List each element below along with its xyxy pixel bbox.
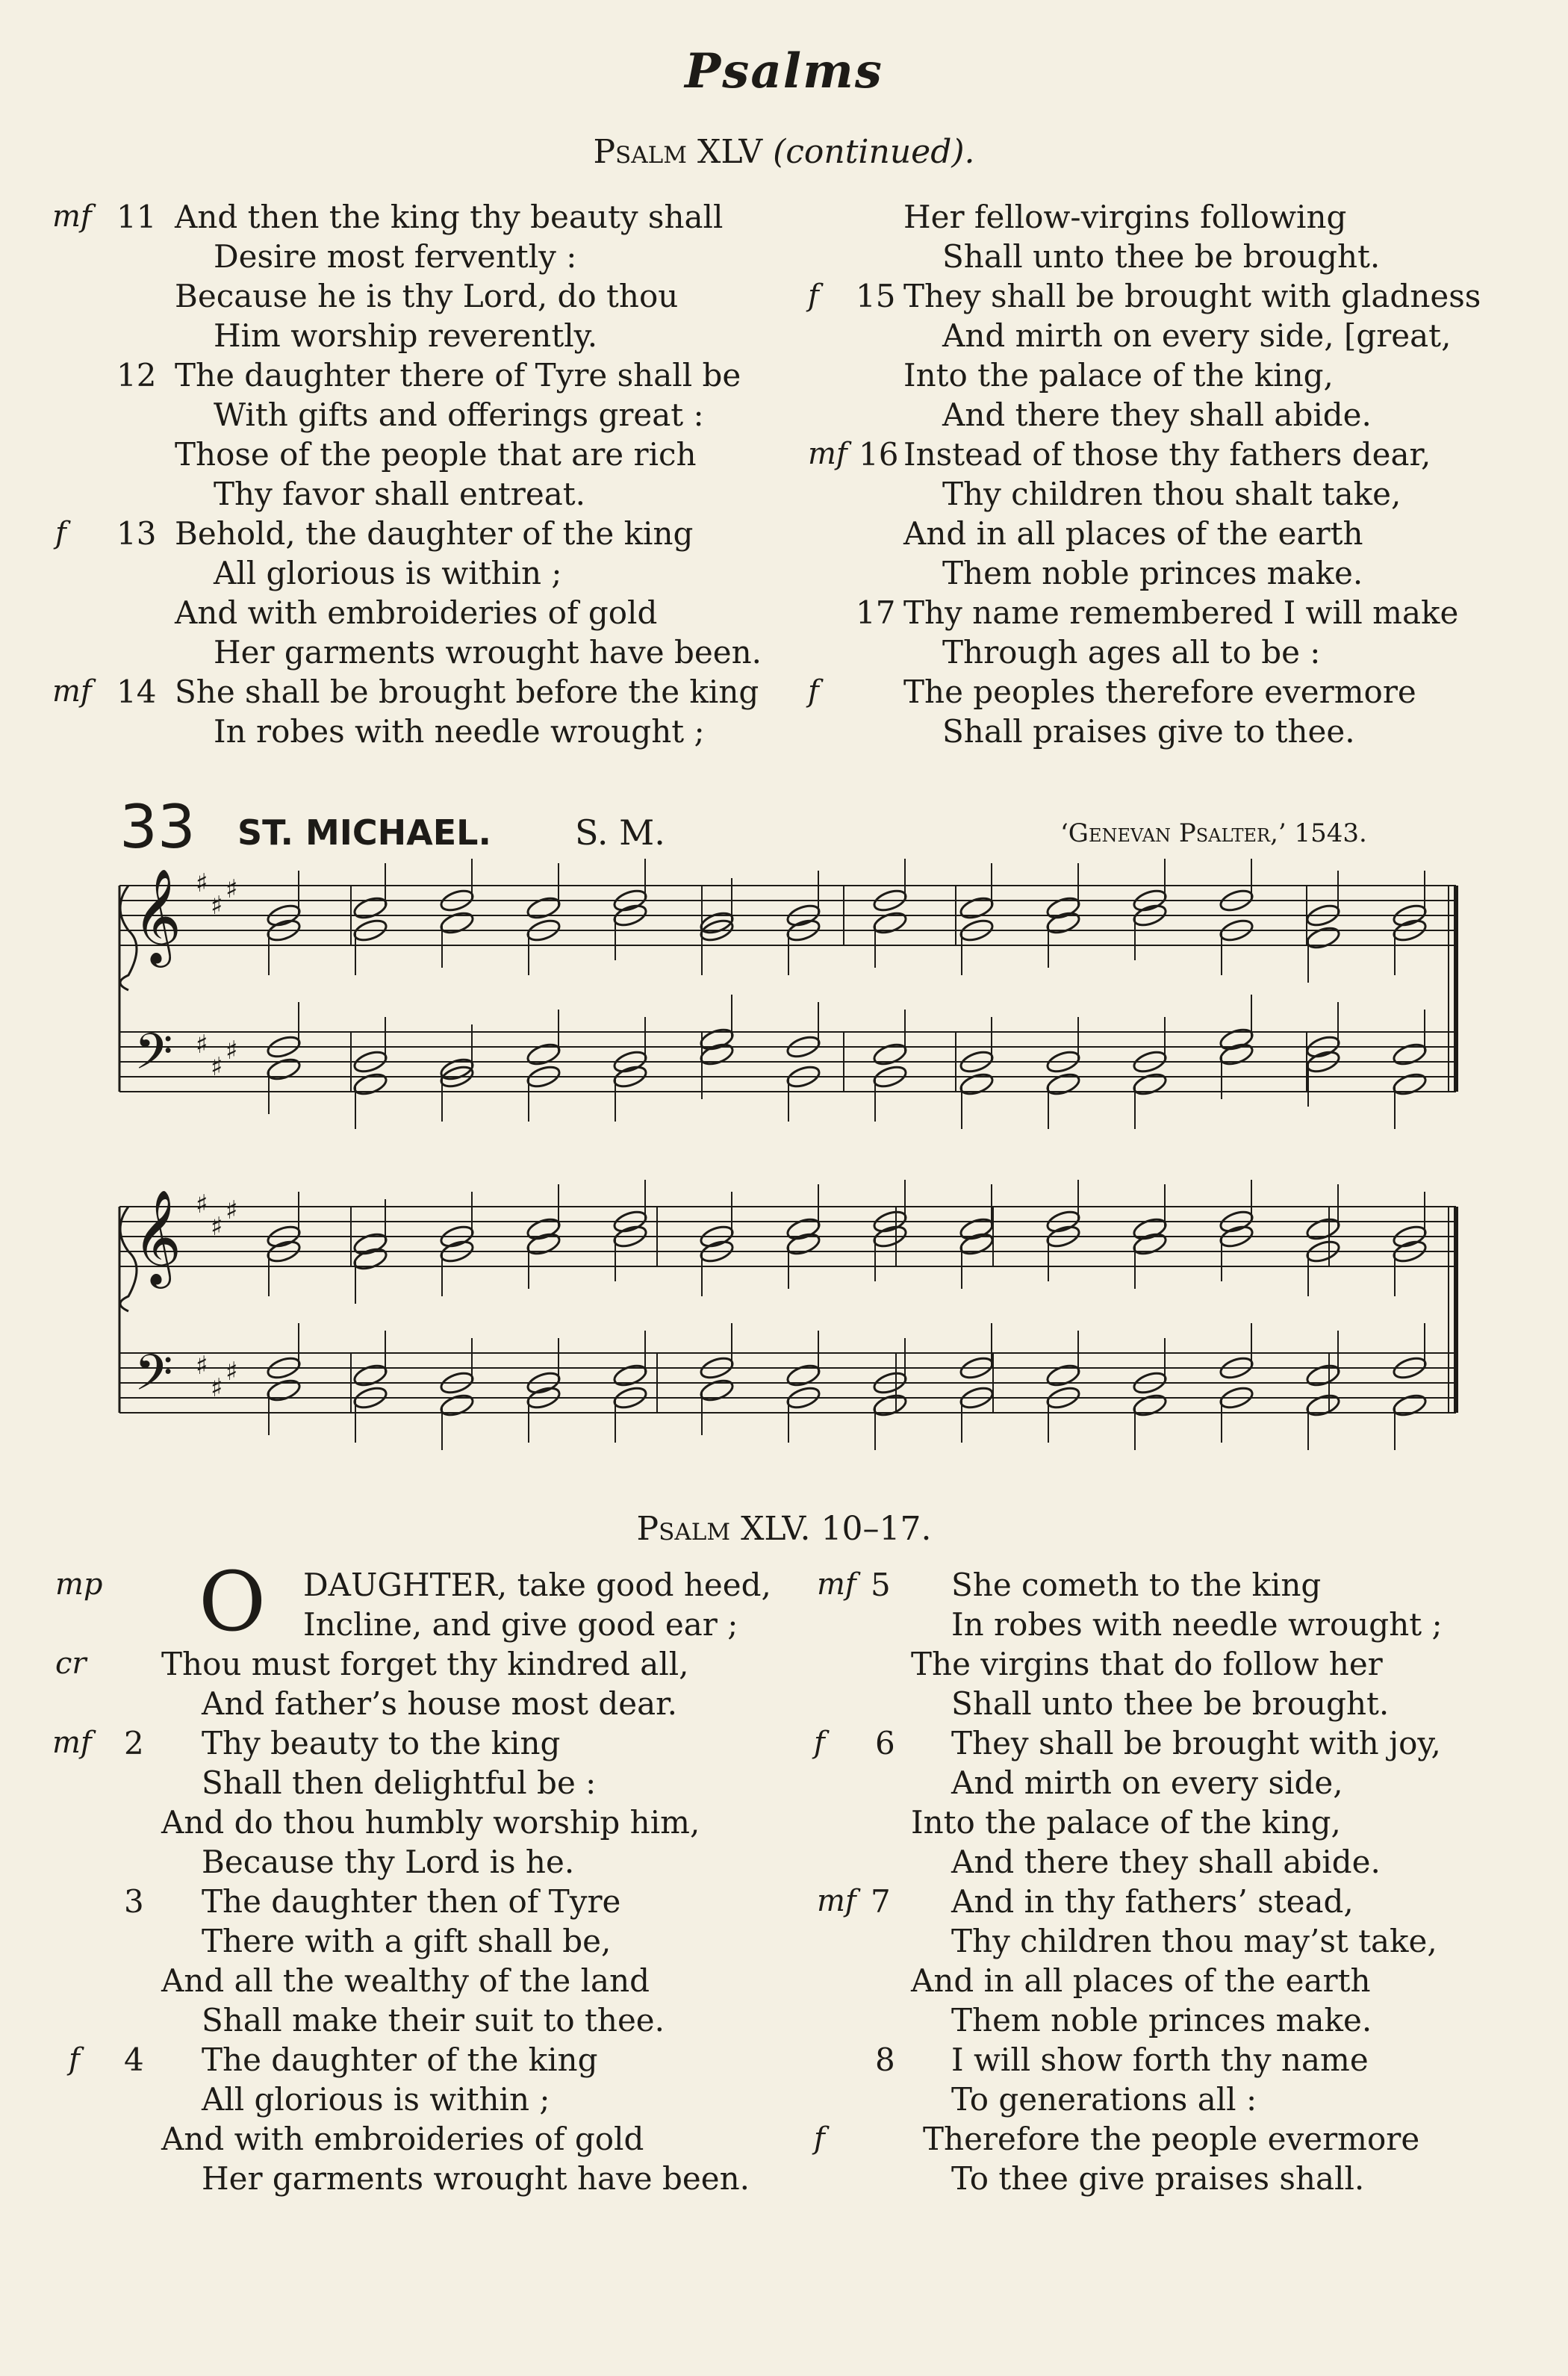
verse-line [45, 1961, 784, 2000]
note-head [1305, 1392, 1342, 1419]
continued-left-column [45, 197, 777, 751]
note-head [526, 895, 562, 921]
verse-line [791, 553, 1538, 593]
note-head [699, 1377, 735, 1404]
verse-line [791, 712, 1538, 751]
verse-number: 13 [116, 515, 157, 552]
note-head [1132, 1231, 1169, 1257]
verse-text: And with embroideries of gold [161, 2121, 644, 2157]
verse-text: And father’s house most dear. [202, 1685, 677, 1722]
verse-line [806, 2000, 1546, 2040]
main-left-column [45, 1554, 784, 2198]
verse-line [45, 197, 777, 237]
dynamic-mark: f [808, 279, 819, 313]
verse-text: Incline, and give good ear ; [303, 1606, 738, 1643]
note-head [1219, 1041, 1255, 1068]
treble-clef-icon: 𝄞 [133, 1189, 182, 1284]
verse-number: 16 [859, 436, 899, 473]
verse-line [806, 2080, 1546, 2119]
verse-text: And in thy fathers’ stead, [951, 1883, 1354, 1920]
verse-number: 14 [116, 674, 157, 710]
verse-number: 8 [875, 2041, 895, 2078]
verse-line [45, 435, 777, 474]
dynamic-mark: mf [52, 674, 92, 709]
verse-text: Thy name remembered I will make [903, 594, 1459, 631]
verse-text: And do thou humbly worship him, [161, 1804, 700, 1841]
verse-number: 7 [871, 1883, 891, 1920]
verse-line [45, 237, 777, 276]
continued-right-column [791, 197, 1538, 751]
verse-line [806, 1803, 1546, 1842]
note-head [352, 1231, 389, 1257]
verse-text: And mirth on every side, [951, 1764, 1343, 1801]
verse-line [45, 1684, 784, 1723]
verse-text: Behold, the daughter of the king [175, 515, 694, 552]
note-head [1305, 1216, 1342, 1243]
tune-number: 33 [119, 792, 196, 862]
verse-line [806, 1644, 1546, 1684]
note-head [1132, 1071, 1169, 1098]
main-right-column [806, 1565, 1546, 2198]
verse-line [791, 514, 1538, 553]
verse-text: And there they shall abide. [951, 1844, 1381, 1880]
note-head [959, 1216, 995, 1243]
verse-text: Her garments wrought have been. [202, 2160, 750, 2197]
verse-line [45, 593, 777, 632]
verse-text: Into the palace of the king, [911, 1804, 1341, 1841]
verse-text: I will show forth thy name [951, 2041, 1369, 2078]
music-system-1 [0, 859, 1568, 1157]
verse-line [45, 2000, 784, 2040]
verse-line [45, 1921, 784, 1961]
note-head [526, 1216, 562, 1243]
verse-line [45, 316, 777, 355]
note-head [439, 1392, 476, 1419]
verse-text: The peoples therefore evermore [903, 674, 1416, 710]
verse-line [806, 1882, 1546, 1921]
psalm-continued-note: (continued). [773, 133, 975, 171]
verse-line [791, 276, 1538, 316]
note-head [1045, 895, 1082, 921]
verse-line [806, 2159, 1546, 2198]
verse-line [806, 1605, 1546, 1644]
verse-number: 12 [116, 357, 157, 394]
sharp-icon: ♯ [196, 868, 208, 898]
verse-text: Shall praises give to thee. [942, 713, 1355, 750]
note-head [1132, 1216, 1169, 1243]
verse-text: They shall be brought with joy, [951, 1725, 1441, 1761]
verse-text: The daughter then of Tyre [202, 1883, 621, 1920]
verse-number: 6 [875, 1725, 895, 1761]
verse-line [45, 1644, 784, 1684]
verse-text: Her fellow-virgins following [903, 199, 1347, 235]
treble-clef-icon: 𝄞 [133, 868, 182, 963]
note-head [785, 1362, 822, 1389]
tune-name: ST. MICHAEL. [237, 812, 491, 853]
tune-heading [0, 792, 1568, 862]
verse-text: And there they shall abide. [942, 396, 1372, 433]
dynamic-mark: mp [55, 1567, 103, 1602]
verse-line [45, 1763, 784, 1803]
note-head [785, 1231, 822, 1257]
sharp-icon: ♯ [225, 1357, 238, 1387]
verse-text: The daughter of the king [202, 2041, 598, 2078]
note-head [872, 909, 909, 936]
verse-text: Them noble princes make. [951, 2002, 1372, 2038]
note-head [1305, 924, 1342, 951]
verse-text: And then the king thy beauty shall [175, 199, 724, 235]
note-head [699, 1041, 735, 1068]
verse-line [45, 2119, 784, 2159]
verse-number: 15 [856, 278, 896, 314]
verse-line [791, 395, 1538, 435]
verse-text: Therefore the people evermore [923, 2121, 1420, 2157]
note-head [872, 1392, 909, 1419]
dynamic-mark: f [814, 2121, 825, 2156]
bass-clef-icon: 𝄢 [134, 1023, 173, 1092]
verse-number: 17 [856, 594, 896, 631]
verse-text: And mirth on every side, [great, [942, 317, 1452, 354]
sharp-icon: ♯ [225, 1195, 238, 1225]
sharp-icon: ♯ [211, 1373, 223, 1403]
dynamic-mark: mf [52, 199, 92, 234]
verse-text: All glorious is within ; [202, 2081, 550, 2118]
verse-text: Shall unto thee be brought. [951, 1685, 1390, 1722]
note-head [352, 895, 389, 921]
verse-line [45, 276, 777, 316]
dynamic-mark: mf [52, 1726, 92, 1760]
verse-text: There with a gift shall be, [202, 1923, 612, 1959]
verse-line [806, 1684, 1546, 1723]
verse-text: Him worship reverently. [214, 317, 598, 354]
verse-line [791, 672, 1538, 712]
verse-line [45, 632, 777, 672]
note-head [1305, 1362, 1342, 1389]
note-head [1219, 1026, 1255, 1053]
verse-line [791, 435, 1538, 474]
sharp-icon: ♯ [211, 1212, 223, 1242]
dynamic-mark: f [808, 674, 819, 709]
verse-text: All glorious is within ; [214, 555, 562, 591]
verse-line [45, 1803, 784, 1842]
dynamic-mark: mf [808, 437, 847, 471]
sharp-icon: ♯ [196, 1351, 208, 1381]
note-head [1392, 1392, 1428, 1419]
verse-text: Into the palace of the king, [903, 357, 1334, 394]
sharp-icon: ♯ [225, 1036, 238, 1066]
music-system-2 [0, 1180, 1568, 1478]
psalm-main-title: Psalm XLV. 10–17. [636, 1510, 932, 1548]
note-head [699, 1026, 735, 1053]
verse-line [791, 316, 1538, 355]
verse-line [45, 395, 777, 435]
verse-text: To generations all : [951, 2081, 1257, 2118]
verse-line [791, 632, 1538, 672]
note-head [959, 1071, 995, 1098]
verse-line [45, 672, 777, 712]
note-head [959, 895, 995, 921]
verse-text: DAUGHTER, take good heed, [303, 1567, 771, 1603]
verse-line [806, 1921, 1546, 1961]
dynamic-mark: f [814, 1726, 825, 1760]
verse-text: Thy children thou may’st take, [951, 1923, 1437, 1959]
note-head [612, 1362, 649, 1389]
verse-number: 2 [124, 1725, 144, 1761]
note-head [352, 1071, 389, 1098]
dynamic-mark: f [55, 516, 66, 550]
verse-text: Shall then delightful be : [202, 1764, 597, 1801]
verse-text: She shall be brought before the king [175, 674, 759, 710]
sharp-icon: ♯ [196, 1030, 208, 1060]
verse-text: Her garments wrought have been. [214, 634, 762, 671]
verse-text: Because he is thy Lord, do thou [175, 278, 679, 314]
verse-line [791, 237, 1538, 276]
verse-text: To thee give praises shall. [951, 2160, 1365, 2197]
psalm-continued-title [0, 133, 1568, 171]
verse-text: And in all places of the earth [911, 1962, 1371, 1999]
verse-text: With gifts and offerings great : [214, 396, 704, 433]
note-head [1392, 1041, 1428, 1068]
verse-text: And in all places of the earth [903, 515, 1363, 552]
verse-text: Because thy Lord is he. [202, 1844, 575, 1880]
note-head [526, 1231, 562, 1257]
tune-source: ‘Genevan Psalter,’ 1543. [1060, 818, 1367, 848]
sharp-icon: ♯ [225, 874, 238, 904]
verse-line [791, 474, 1538, 514]
verse-line [806, 2040, 1546, 2080]
verse-text: Thy children thou shalt take, [942, 476, 1401, 512]
verse-text: Shall make their suit to thee. [202, 2002, 665, 2038]
verse-line [806, 2119, 1546, 2159]
verse-line [45, 1723, 784, 1763]
page-header: Psalms [685, 43, 883, 99]
verse-line [45, 2040, 784, 2080]
verse-line [791, 593, 1538, 632]
note-head [439, 909, 476, 936]
note-head [959, 1231, 995, 1257]
verse-line [45, 712, 777, 751]
verse-line [806, 1842, 1546, 1882]
verse-text: Instead of those thy fathers dear, [903, 436, 1431, 473]
sharp-icon: ♯ [196, 1189, 208, 1219]
verse-text: Desire most fervently : [214, 238, 577, 275]
psalm-continued-name: Psalm XLV [593, 133, 763, 171]
verse-number: 11 [116, 199, 157, 235]
verse-line [791, 355, 1538, 395]
note-head [526, 1041, 562, 1068]
verse-line [45, 2159, 784, 2198]
note-head [1392, 1071, 1428, 1098]
note-head [785, 1216, 822, 1243]
verse-text: Shall unto thee be brought. [942, 238, 1381, 275]
verse-text: She cometh to the king [951, 1567, 1322, 1603]
verse-text: They shall be brought with gladness [903, 278, 1481, 314]
dynamic-mark: cr [55, 1646, 87, 1681]
verse-text: Thou must forget thy kindred all, [161, 1646, 689, 1682]
verse-line [45, 553, 777, 593]
note-head [1045, 909, 1082, 936]
note-head [352, 1245, 389, 1272]
verse-line [806, 1723, 1546, 1763]
verse-line [45, 474, 777, 514]
verse-number: 4 [124, 2041, 144, 2078]
verse-text: Thy favor shall entreat. [214, 476, 586, 512]
note-head [352, 1362, 389, 1389]
verse-line [806, 1565, 1546, 1605]
verse-number: 3 [124, 1883, 144, 1920]
dynamic-mark: mf [817, 1567, 856, 1602]
verse-line [45, 514, 777, 553]
verse-line [791, 197, 1538, 237]
note-head [266, 1377, 302, 1404]
bass-clef-icon: 𝄢 [134, 1344, 173, 1414]
note-head [1045, 1362, 1082, 1389]
verse-text: Thy beauty to the king [202, 1725, 561, 1761]
verse-line [45, 2080, 784, 2119]
verse-text: And with embroideries of gold [175, 594, 658, 631]
note-head [1045, 1071, 1082, 1098]
sharp-icon: ♯ [211, 891, 223, 921]
verse-number: 5 [871, 1567, 891, 1603]
dynamic-mark: f [69, 2042, 80, 2077]
verse-line [806, 1763, 1546, 1803]
note-head [1132, 1392, 1169, 1419]
verse-line [45, 1842, 784, 1882]
sharp-icon: ♯ [211, 1052, 223, 1082]
verse-line [45, 355, 777, 395]
note-head [266, 1056, 302, 1083]
verse-line [45, 1605, 784, 1644]
verse-text: Them noble princes make. [942, 555, 1363, 591]
verse-text: And all the wealthy of the land [161, 1962, 650, 1999]
drop-cap: O [199, 1554, 267, 1649]
verse-text: Through ages all to be : [942, 634, 1321, 671]
verse-text: In robes with needle wrought ; [951, 1606, 1443, 1643]
verse-text: In robes with needle wrought ; [214, 713, 705, 750]
verse-line [45, 1882, 784, 1921]
verse-text: The daughter there of Tyre shall be [175, 357, 741, 394]
dynamic-mark: mf [817, 1884, 856, 1918]
tune-meter: S. M. [575, 812, 665, 853]
verse-line [806, 1961, 1546, 2000]
note-head [872, 1041, 909, 1068]
verse-text: Those of the people that are rich [175, 436, 697, 473]
verse-text: The virgins that do follow her [911, 1646, 1383, 1682]
